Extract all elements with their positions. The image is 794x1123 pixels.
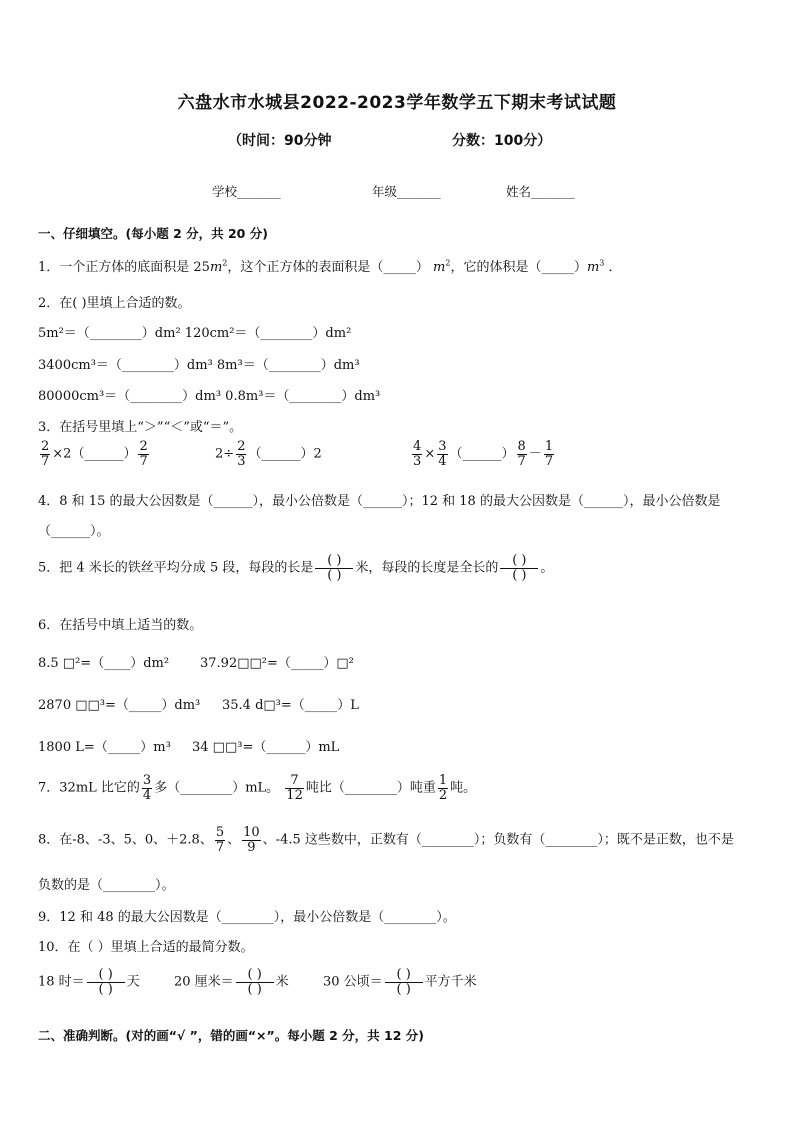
grade-field: 年级_______ <box>372 184 441 199</box>
question-5: 5．把 4 米长的铁丝平均分成 5 段，每段的长是 $\frac{( )}{( )}$ 米，每段的长度是全长的 $\frac{( )}{( )}$ 。 <box>38 553 554 583</box>
question-9: 9．12 和 48 的最大公因数是（________），最小公倍数是（________）。 <box>38 910 456 925</box>
question-2-row-3: 80000cm³＝（________）dm³ 0.8m³＝（________）dm³ <box>38 389 381 404</box>
section-2-heading: 二、准确判断。(对的画“√ ”，错的画“×”。每小题 2 分，共 12 分) <box>38 1028 424 1043</box>
exam-score: 分数：100分） <box>452 133 552 149</box>
exam-time: （时间：90分钟 <box>228 133 332 149</box>
name-field: 姓名_______ <box>506 184 575 199</box>
question-1: 1．一个正方体的底面积是 $25m^2$，这个正方体的表面积是（_____） $m^2$，它的体积是$(\_\_\_\_\_)m^3$ ． <box>38 258 622 275</box>
section-1-heading: 一、仔细填空。(每小题 2 分，共 20 分) <box>38 226 268 241</box>
question-3-items: $\frac{2}{7}$ ×2（______） $\frac{2}{7}$ 2÷ $\frac{2}{3}$ （______）2 $\frac{4}{3}$ × $\frac{3}{4}$ （______） $\frac{8}{7}$ － $\frac{1}{7}$ <box>41 439 554 469</box>
question-2-row-2: 3400cm³＝（________）dm³ 8m³＝（________）dm³ <box>38 358 360 373</box>
question-4-line-2: （______）。 <box>38 524 110 539</box>
question-8-line-1: 8．在-8、-3、5、0、＋2.8、 $\frac{5}{7}$ 、 $\frac{10}{9}$ 、-4.5 这些数中，正数有（________）；负数有（________）；既不是正数，也不是 <box>38 825 734 855</box>
question-6-row-2a: 2870 □□³=（_____）dm³ <box>38 698 201 713</box>
question-10-heading: 10．在（ ）里填上合适的最简分数。 <box>38 940 254 955</box>
question-6-row-1a: 8.5 □²=（____）dm² <box>38 656 170 671</box>
question-6-row-2b: 35.4 d□³=（_____）L <box>222 698 359 713</box>
question-2-row-1: 5m²＝（________）dm² 120cm²＝（________）dm² <box>38 326 352 341</box>
question-8-line-2: 负数的是（________）。 <box>38 878 175 893</box>
school-field: 学校_______ <box>212 184 281 199</box>
page-title: 六盘水市水城县2022-2023学年数学五下期末考试试题 <box>177 93 617 113</box>
question-6-row-3a: 1800 L=（_____）m³ <box>38 740 171 755</box>
question-10-items: 18 时＝ $\frac{( )}{( )}$ 天 20 厘米＝ $\frac{( )}{( )}$ 米 30 公顷＝ $\frac{( )}{( )}$ 平方千米 <box>38 967 477 997</box>
question-2-heading: 2．在( )里填上合适的数。 <box>38 296 191 311</box>
question-6-row-3b: 34 □□³=（______）mL <box>192 740 340 755</box>
question-4-line-1: 4．8 和 15 的最大公因数是（______），最小公倍数是（______）；12 和 18 的最大公因数是（______），最小公倍数是 <box>38 494 721 509</box>
question-6-row-1b: 37.92□□²=（_____）□² <box>200 656 354 671</box>
question-6-heading: 6．在括号中填上适当的数。 <box>38 618 203 633</box>
question-3-heading: 3．在括号里填上“＞”“＜”或“＝”。 <box>38 420 243 435</box>
question-7: 7．32mL 比它的 $\frac{3}{4}$ 多（________）mL。 $\frac{7}{12}$ 吨比（________）吨重 $\frac{1}{2}$ 吨。 <box>38 773 477 803</box>
